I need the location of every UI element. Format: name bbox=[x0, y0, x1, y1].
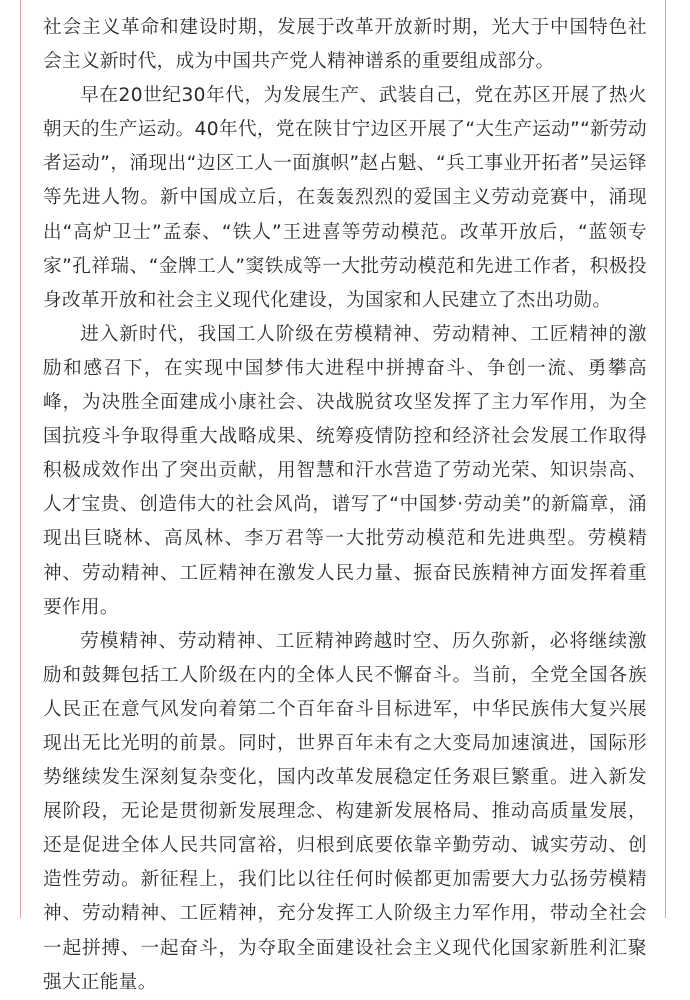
paragraph-3: 进入新时代，我国工人阶级在劳模精神、劳动精神、工匠精神的激励和感召下，在实现中国梦伟大进程中拼搏奋斗、争创一流、勇攀高峰，为决胜全面建成小康社会、决战脱贫攻坚发挥了主力军作用，为全国抗疫斗争取得重大战略成果、统筹疫情防控和经济社会发展工作取得积极成效作出了突出贡献，用智慧和汗水营造了劳动光荣、知识崇高、人才宝贵、创造伟大的社会风尚，谱写了“中国梦·劳动美”的新篇章，涌现出巨晓林、高凤林、李万君等一大批劳动模范和先进典型。劳模精神、劳动精神、工匠精神在激发人民力量、振奋民族精神方面发挥着重要作用。 bbox=[43, 323, 647, 618]
article-body bbox=[43, 11, 647, 1000]
paragraph-4: 劳模精神、劳动精神、工匠精神跨越时空、历久弥新，必将继续激励和鼓舞包括工人阶级在内的全体人民不懈奋斗。当前，全党全国各族人民正在意气风发向着第二个百年奋斗目标进军，中华民族伟大复兴展现出无比光明的前景。同时，世界百年未有之大变局加速演进，国际形势继续发生深刻复杂变化，国内改革发展稳定任务艰巨繁重。进入新发展阶段，无论是贯彻新发展理念、构建新发展格局、推动高质量发展，还是促进全体人民共同富裕，归根到底要依靠辛勤劳动、诚实劳动、创造性劳动。新征程上，我们比以往任何时候都更加需要大力弘扬劳模精神、劳动精神、工匠精神，充分发挥工人阶级主力军作用，带动全社会一起拼搏、一起奋斗，为夺取全面建设社会主义现代化国家新胜利汇聚强大正能量。 bbox=[43, 630, 647, 993]
paragraph-1: 社会主义革命和建设时期，发展于改革开放新时期，光大于中国特色社会主义新时代，成为中国共产党人精神谱系的重要组成部分。 bbox=[43, 17, 647, 73]
paragraph-2: 早在20世纪30年代，为发展生产、武装自己，党在苏区开展了热火朝天的生产运动。40年代，党在陕甘宁边区开展了“大生产运动”“新劳动者运动”，涌现出“边区工人一面旗帜”赵占魁、“兵工事业开拓者”吴运铎等先进人物。新中国成立后，在轰轰烈烈的爱国主义劳动竞赛中，涌现出“高炉卫士”孟泰、“铁人”王进喜等劳动模范。改革开放后，“蓝领专家”孔祥瑞、“金牌工人”窦铁成等一大批劳动模范和先进工作者，积极投身改革开放和社会主义现代化建设，为国家和人民建立了杰出功勋。 bbox=[43, 85, 647, 311]
